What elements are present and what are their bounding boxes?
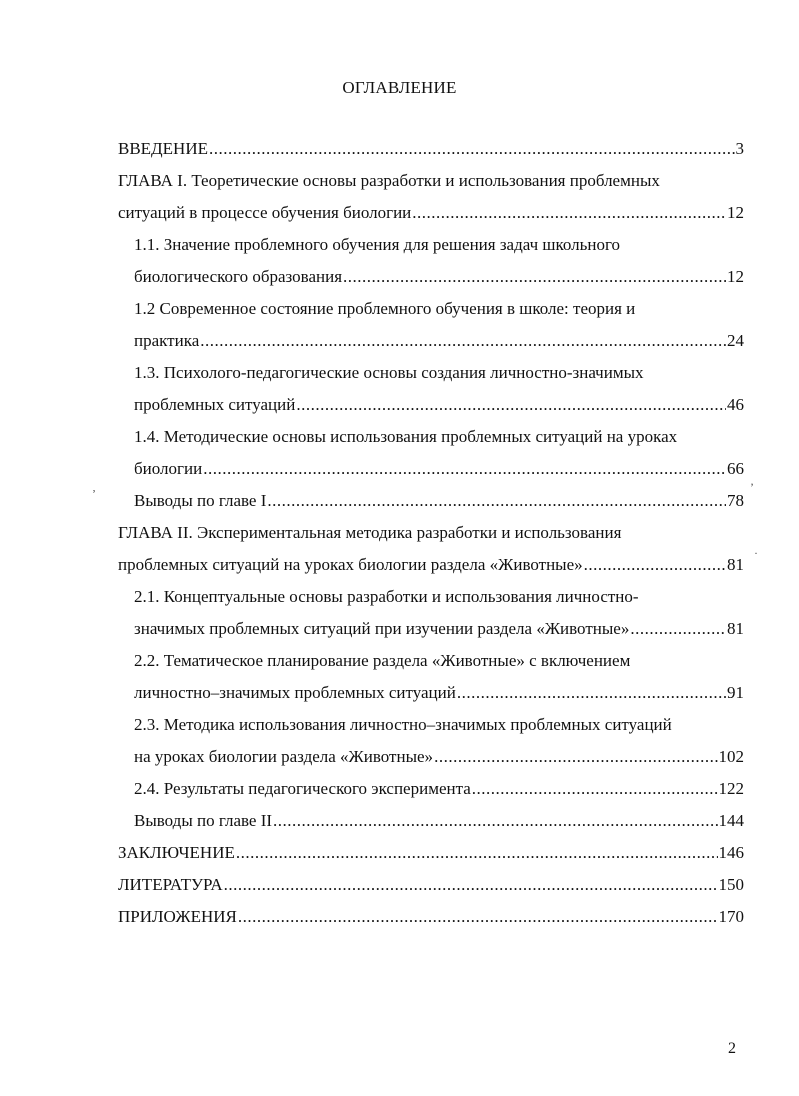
dot-leader xyxy=(273,805,717,837)
toc-entry-title: проблемных ситуаций xyxy=(134,395,296,414)
toc-entry-line xyxy=(118,325,744,357)
toc-entry-line xyxy=(118,869,744,901)
dot-leader xyxy=(209,133,735,165)
toc-page-number: 81 xyxy=(727,555,744,574)
dot-leader xyxy=(434,741,717,773)
toc-title: ОГЛАВЛЕНИЕ xyxy=(342,78,457,97)
toc-entry-line: 2.3. Методика использования личностно–значимых проблемных ситуаций xyxy=(134,715,672,734)
toc-entry-line: 1.3. Психолого-педагогические основы создания личностно-значимых xyxy=(134,363,644,382)
dot-leader xyxy=(200,325,726,357)
toc-entry xyxy=(118,645,744,709)
toc-entry-line: 1.1. Значение проблемного обучения для решения задач школьного xyxy=(134,235,621,254)
toc-entry-title: значимых проблемных ситуаций при изучении раздела «Животные» xyxy=(134,619,630,638)
toc-page-number: 78 xyxy=(727,491,744,510)
toc-page-number: 122 xyxy=(718,779,744,798)
toc-entry-title: ВВЕДЕНИЕ xyxy=(118,139,208,158)
toc-entry-line: 1.4. Методические основы использования проблемных ситуаций на уроках xyxy=(134,427,678,446)
toc-entry-line xyxy=(118,613,744,645)
toc-entry xyxy=(118,773,744,805)
toc-entry-title: биологического образования xyxy=(134,267,343,286)
toc-entry xyxy=(118,805,744,837)
toc-page-number: 12 xyxy=(727,203,744,222)
toc-page-number: 81 xyxy=(727,619,744,638)
toc-entry-line: 2.2. Тематическое планирование раздела «Животные» с включением xyxy=(134,651,631,670)
toc-entry xyxy=(118,229,744,293)
toc-entry-title: практика xyxy=(134,331,200,350)
toc-entry-line xyxy=(118,197,744,229)
toc-entry xyxy=(118,901,744,933)
toc-page-number: 66 xyxy=(727,459,744,478)
dot-leader xyxy=(236,837,718,869)
toc-entry xyxy=(118,837,744,869)
toc-entry-line xyxy=(118,805,744,837)
toc-entry-line xyxy=(118,677,744,709)
toc-page-number: 170 xyxy=(718,907,744,926)
toc-entry-line xyxy=(118,549,744,581)
toc-entry-line: ГЛАВА I. Теоретические основы разработки и использования проблемных xyxy=(118,171,660,190)
toc-entry-title: ПРИЛОЖЕНИЯ xyxy=(118,907,237,926)
toc-entry xyxy=(118,357,744,421)
toc-page-number: 150 xyxy=(718,875,744,894)
dot-leader xyxy=(238,901,718,933)
toc-entry-title: Выводы по главе I xyxy=(134,491,267,510)
toc-entry-line xyxy=(118,773,744,805)
toc-page-number: 102 xyxy=(718,747,744,766)
toc-page-number: 146 xyxy=(718,843,744,862)
toc-entry-line: ГЛАВА II. Экспериментальная методика разработки и использования xyxy=(118,523,622,542)
dot-leader xyxy=(203,453,726,485)
toc-entry-title: на уроках биологии раздела «Животные» xyxy=(134,747,434,766)
page-number: 2 xyxy=(728,1040,736,1057)
toc-entry-title: личностно–значимых проблемных ситуаций xyxy=(134,683,456,702)
scan-artifact: · xyxy=(754,546,758,560)
toc-entry xyxy=(118,517,744,581)
dot-leader xyxy=(267,485,726,517)
toc-entry-title: ситуаций в процессе обучения биологии xyxy=(118,203,412,222)
toc-entry-line xyxy=(118,261,744,293)
toc-page-number: 91 xyxy=(727,683,744,702)
toc-entry xyxy=(118,421,744,485)
scan-artifact: ’ xyxy=(750,480,754,494)
dot-leader xyxy=(584,549,726,581)
toc-entry-title: ЛИТЕРАТУРА xyxy=(118,875,223,894)
toc-entry xyxy=(118,485,744,517)
toc-entry-title: ЗАКЛЮЧЕНИЕ xyxy=(118,843,235,862)
toc-entry-title: Выводы по главе II xyxy=(134,811,273,830)
toc-entry xyxy=(118,293,744,357)
toc-page-number: 3 xyxy=(735,139,744,158)
toc-entry-title: биологии xyxy=(134,459,203,478)
dot-leader xyxy=(412,197,726,229)
scan-artifact: ‚ xyxy=(92,480,96,494)
toc-entry-line xyxy=(118,485,744,517)
toc-entry-line: 2.1. Концептуальные основы разработки и использования личностно- xyxy=(134,587,639,606)
toc-page-number: 12 xyxy=(727,267,744,286)
toc-entry-line xyxy=(118,901,744,933)
toc-entry-line: 1.2 Современное состояние проблемного обучения в школе: теория и xyxy=(134,299,636,318)
toc-page-number: 46 xyxy=(727,395,744,414)
dot-leader xyxy=(343,261,726,293)
toc-entry xyxy=(118,709,744,773)
toc-entry-title: 2.4. Результаты педагогического эксперимента xyxy=(134,779,471,798)
toc-entry-line xyxy=(118,741,744,773)
toc-entry-title: проблемных ситуаций на уроках биологии раздела «Животные» xyxy=(118,555,583,574)
toc-page-number: 144 xyxy=(718,811,744,830)
dot-leader xyxy=(224,869,718,901)
dot-leader xyxy=(457,677,726,709)
toc-entry xyxy=(118,165,744,229)
dot-leader xyxy=(472,773,718,805)
toc-entry-line xyxy=(118,837,744,869)
dot-leader xyxy=(630,613,726,645)
toc-entry-line xyxy=(118,453,744,485)
toc-entry-line xyxy=(118,133,744,165)
dot-leader xyxy=(296,389,726,421)
toc-entry xyxy=(118,133,744,165)
toc-entry-line xyxy=(118,389,744,421)
toc-entry xyxy=(118,869,744,901)
toc-entry xyxy=(118,581,744,645)
toc-page-number: 24 xyxy=(727,331,744,350)
table-of-contents xyxy=(118,133,744,933)
